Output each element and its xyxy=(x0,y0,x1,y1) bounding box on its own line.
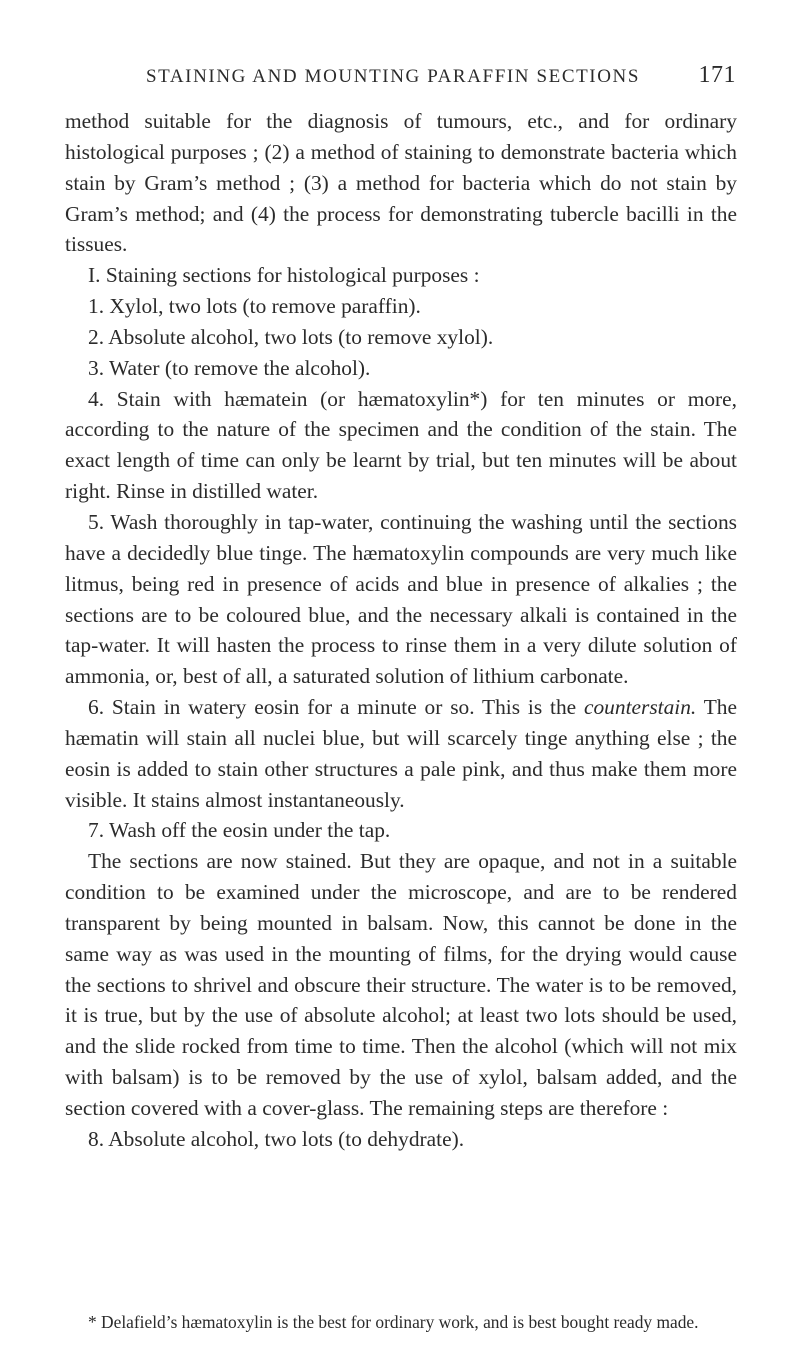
counterstain-term: counterstain. xyxy=(583,695,697,720)
section-heading: I. Staining sections for histological purposes : xyxy=(88,263,480,288)
step-6-lead: 6. Stain in watery eosin for a minute or so. This is the xyxy=(88,695,584,720)
running-head-title: STAINING AND MOUNTING PARAFFIN SECTIONS xyxy=(146,66,641,87)
step-6-rest: The hæmatin will stain all nuclei blue, but will scarcely tinge anything else ; the eosin is added to stain other structures a pale pink, and thus make them more visible. It stains almost instantaneously. xyxy=(65,695,737,812)
footnote: * Delafield’s hæmatoxylin is the best for ordinary work, and is best bought ready made. xyxy=(88,1312,699,1333)
page-number: 171 xyxy=(698,62,736,88)
step-6 xyxy=(65,692,737,815)
step-8: 8. Absolute alcohol, two lots (to dehydrate). xyxy=(88,1126,465,1151)
step-4: 4. Stain with hæmatein (or hæmatoxylin*) for ten minutes or more, according to the nature of the specimen and the condition of the stain. The exact length of time can only be learnt by trial, but ten minutes will be about right. Rinse in distilled water. xyxy=(65,386,737,504)
body-text xyxy=(65,106,737,1155)
intro-paragraph: method suitable for the diagnosis of tumours, etc., and for ordinary histological purposes ; (2) a method of staining to demonstrate bacteria which stain by Gram’s method ; (3) a method for bacteria which do not stain by Gram’s method; and (4) the process for demonstrating tubercle bacilli in the tissues. xyxy=(65,109,737,257)
step-3: 3. Water (to remove the alcohol). xyxy=(88,355,371,380)
step-5: 5. Wash thoroughly in tap-water, continuing the washing until the sections have a decidedly blue tinge. The hæmatoxylin compounds are very much like litmus, being red in presence of acids and blue in presence of alkalies ; the sections are to be coloured blue, and the necessary alkali is contained in the tap-water. It will hasten the process to rinse them in a very dilute solution of ammonia, or, best of all, a saturated solution of lithium carbonate. xyxy=(65,509,737,689)
running-head xyxy=(146,62,736,89)
mounting-paragraph: The sections are now stained. But they are opaque, and not in a suitable condition to be examined under the microscope, and are to be rendered transparent by being mounted in balsam. Now, this cannot be done in the same way as was used in the mounting of films, for the drying would cause the sections to shrivel and obscure their structure. The water is to be removed, it is true, but by the use of absolute alcohol; at least two lots should be used, and the slide rocked from time to time. Then the alcohol (which will not mix with balsam) is to be removed by the use of xylol, balsam added, and the section covered with a cover-glass. The remaining steps are therefore : xyxy=(65,849,737,1120)
step-7: 7. Wash off the eosin under the tap. xyxy=(88,818,391,843)
step-2: 2. Absolute alcohol, two lots (to remove xylol). xyxy=(88,324,494,349)
step-1: 1. Xylol, two lots (to remove paraffin). xyxy=(88,294,421,319)
